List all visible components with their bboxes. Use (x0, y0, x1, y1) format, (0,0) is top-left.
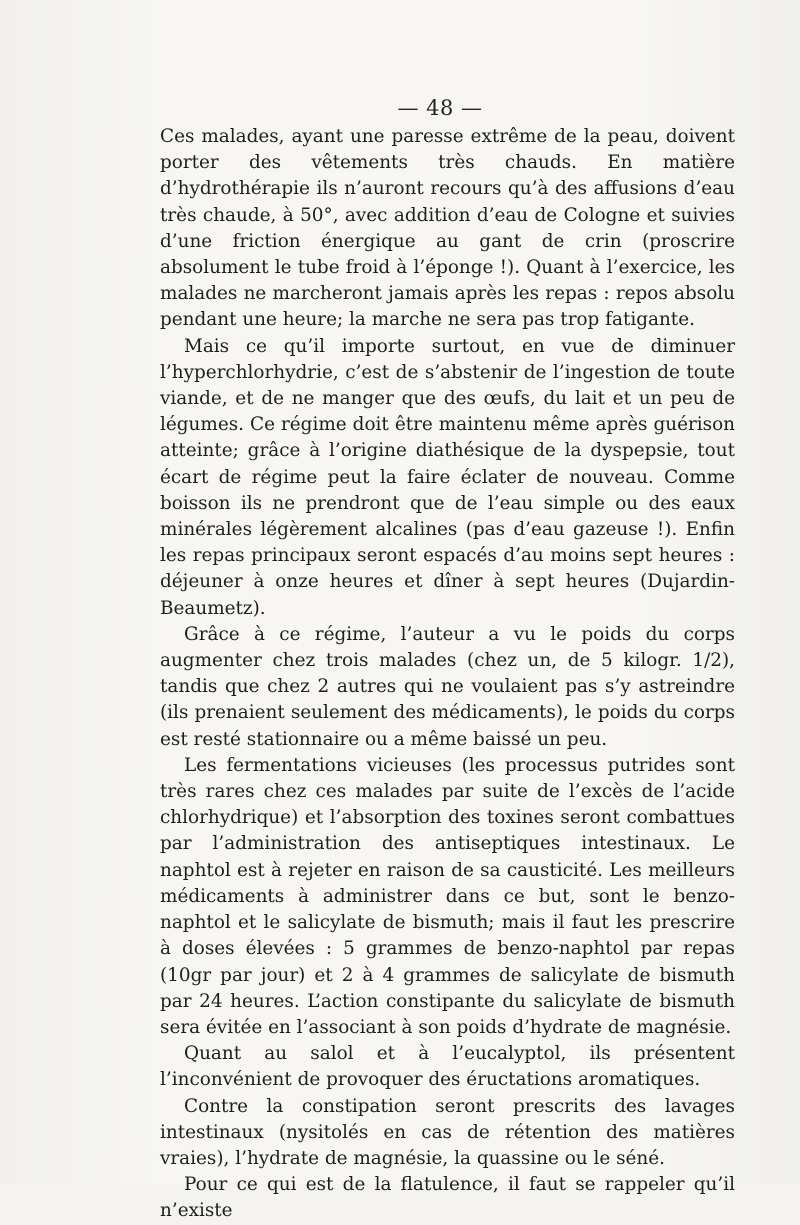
paragraph-fermentations: Les fermentations vicieuses (les processus putrides sont très rares chez ces malades par suite de l’excès de l’acide chlorhydrique) et l’absorption des toxines seront combattues par l’administration des antiseptiques intestinaux. Le naphtol est à rejeter en raison de sa causticité. Les meilleurs médicaments à administrer dans ce but, sont le benzo-naphtol et le salicylate de bismuth; mais il faut les prescrire à doses élevées : 5 grammes de benzo-naphtol par repas (10gr par jour) et 2 à 4 grammes de salicylate de bismuth par 24 heures. L’action constipante du salicylate de bismuth sera évitée en l’associant à son poids d’hydrate de magnésie. (160, 754, 735, 1038)
body-text (160, 124, 735, 1225)
page-number: — 48 — (397, 96, 483, 120)
paragraph-diet: Mais ce qu’il importe surtout, en vue de diminuer l’hyperchlorhydrie, c’est de s’abstenir de l’ingestion de toute viande, et de ne manger que des œufs, du lait et un peu de légumes. Ce régime doit être maintenu même après guérison atteinte; grâce à l’origine diathésique de la dyspepsie, tout écart de régime peut la faire éclater de nouveau. Comme boisson ils ne prendront que de l’eau simple ou des eaux minérales légèrement alcalines (pas d’eau gazeuse !). Enfin les repas principaux seront espacés d’au moins sept heures : déjeuner à onze heures et dîner à sept heures (Dujardin-Beaumetz). (160, 335, 735, 619)
paragraph-hydrotherapy: Ces malades, ayant une paresse extrême de la peau, doivent porter des vêtements très chauds. En matière d’hydrothérapie ils n’auront recours qu’à des affusions d’eau très chaude, à 50°, avec addition d’eau de Cologne et suivies d’une friction énergique au gant de crin (proscrire absolument le tube froid à l’éponge !). Quant à l’exercice, les malades ne marcheront jamais après les repas : repos absolu pendant une heure; la marche ne sera pas trop fatigante. (160, 126, 735, 331)
paragraph-salol: Quant au salol et à l’eucalyptol, ils présentent l’inconvénient de provoquer des éructations aromatiques. (160, 1043, 735, 1091)
paragraph-flatulence: Pour ce qui est de la flatulence, il faut se rappeler qu’il n’existe (160, 1174, 735, 1222)
paragraph-weight-results: Grâce à ce régime, l’auteur a vu le poids du corps augmenter chez trois malades (chez un, de 5 kilogr. 1/2), tandis que chez 2 autres qui ne voulaient pas s’y astreindre (ils prenaient seulement des médicaments), le poids du corps est resté stationnaire ou a même baissé un peu. (160, 623, 735, 750)
paragraph-constipation: Contre la constipation seront prescrits des lavages intestinaux (nysitolés en cas de rétention des matières vraies), l’hydrate de magnésie, la quassine ou le séné. (160, 1095, 735, 1169)
